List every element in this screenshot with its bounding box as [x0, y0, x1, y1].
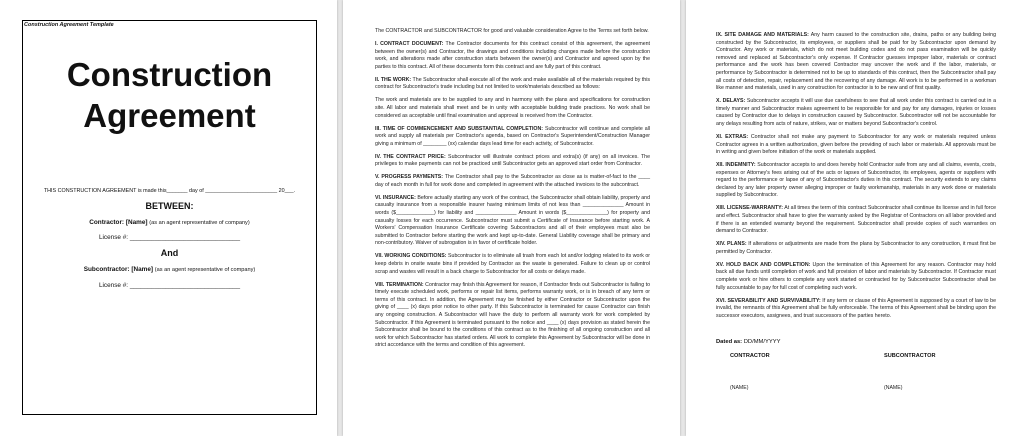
- between-heading: BETWEEN:: [145, 201, 194, 211]
- section-paragraph: [716, 241, 996, 256]
- section-body: At all times the term of this contract Subcontractor shall continue its license and in full force and effect. Subcontractor shall have to give the warranty asked by the Registrar of Contractors on all labor provided and if there is an extended warranty beyond the requirement. Subcontractor shall provide copies of such warranties on demand to Contractor.: [716, 205, 996, 235]
- section-heading: XII. INDEMNITY:: [716, 162, 756, 169]
- section-heading: X. DELAYS:: [716, 98, 746, 105]
- section-heading: III. TIME OF COMMENCEMENT AND SUBSTANTIAL COMPLETION:: [375, 125, 544, 132]
- section-paragraph: [375, 154, 650, 169]
- subcontractor-signature-label: SUBCONTRACTOR: [884, 353, 936, 359]
- subcontractor-label: Subcontractor: [Name]: [83, 266, 154, 273]
- section-body: The Contractor shall pay to the Subcontractor as close as is matter-of-fact to the ____ day of each month in full for work done and completed in agreement with the attached invoices to the subcontract.: [375, 174, 651, 188]
- and-heading: And: [160, 248, 179, 258]
- section-paragraph: [375, 77, 650, 92]
- section-paragraph: [716, 32, 996, 93]
- section-body: Subcontractor is to eliminate all trash from each lot and/or lodging related to its work or keep debris in onsite waste bins if provided by Contractor as the waste is generated. Failure to clean up or control scrap and wastes will result in a back charge to Subcontractor for all costs or delays made.: [375, 253, 650, 275]
- section-paragraph: [375, 126, 650, 149]
- section-heading: IV. THE CONTRACT PRICE:: [375, 153, 446, 160]
- section-heading: XIV. PLANS:: [716, 241, 747, 248]
- dated-value: DD/MM/YYYY: [743, 339, 781, 345]
- section-body: Contractor may finish this Agreement for reason, if Contractor finds out Subcontractor is failing to timely execute scheduled work, performs or repair list items, performs warranty work, or is in breach of any term or terms of this contract. In addition, the Agreement may be finished by either Contractor or Subcontractor upon the giving of ____ (x) days prior notice to other party. If this Subcontractor is terminated for cause Contractor can finish any ongoing construction. A Subcontractor will have the duty to perform all warranty work for work completed by Subcontractor. If this Agreement is terminated pursuant to the notice and ____ (x) days provision as stated herein the Subcontractor shall be bound to the conditions of this contract as to the finishing of all ongoing construction and all work for which Subcontractor has started orders. All work to complete this Agreement by Subcontractor will be done in strict accordance with the terms and condition of this agreement.: [375, 281, 651, 349]
- section-body: Upon the termination of this Agreement for any reason. Contractor may hold back all due funds until completion of work and full provision of labor and materials by Subcontractor. If Contractor must complete work or hire others to complete any work started or contracted for by Subcontractor Subcontractor shall be fully accountable to pay for full cost of completing such work.: [716, 261, 996, 291]
- section-heading: XI. EXTRAS:: [716, 133, 749, 140]
- section-paragraph: [716, 162, 996, 200]
- section-heading: VIII. TERMINATION:: [375, 281, 424, 288]
- section-heading: IX. SITE DAMAGE AND MATERIALS:: [716, 32, 809, 38]
- section-heading: I. CONTRACT DOCUMENT:: [375, 40, 444, 47]
- contractor-signature-label: CONTRACTOR: [730, 353, 770, 359]
- section-heading: II. THE WORK:: [375, 76, 412, 83]
- terms-page-1: [343, 0, 680, 436]
- section-heading: VII. WORKING CONDITIONS:: [375, 253, 447, 260]
- section-body: If alterations or adjustments are made from the plans by Subcontractor to any construction, it must first be permitted by Contractor.: [716, 241, 996, 255]
- cover-page: [0, 0, 337, 436]
- section-paragraph: [375, 97, 650, 120]
- section-heading: XVI. SEVERABILITY AND SURVIVABILITY:: [716, 297, 821, 304]
- section-body: Subcontractor accepts it will use due carefulness to see that all work under this contract is carried out in a timely manner and Subcontractor makes agreement to be responsible for and pay for any damages, injuries or losses caused by Contractor due to delays in construction caused by Subcontractor. Subcontractor will not be accountable for any delays resulting from acts of nature, strikes, war or matters beyond Subcontractor's control.: [716, 98, 997, 127]
- section-heading: VI. INSURANCE:: [375, 194, 416, 201]
- section-heading: XV. HOLD BACK AND COMPLETION:: [716, 261, 811, 268]
- contractor-note: (as an agent representative of company): [149, 220, 250, 226]
- section-body: Before actually starting any work of the contract, the Subcontractor shall obtain liability, property and casualty insurance from a responsible insurer having minimum limits of not less than ______________ Amount in words ($_____________) for liability and ______________ Amount in words ($______________) for property and casualty losses for each occurrence. Subcontractor must submit a Certificate of Insurance before starting work. A Workers' Compensation Insurance Certificate covering Subcontractors and all of their employees must also be submitted to Contractor before starting the work and kept up-to-date. General Liability coverage shall be primary and non-contributory. Waiver of subrogation is in favor of certificate holder.: [375, 194, 650, 247]
- contractor-label: Contractor: [Name]: [89, 219, 148, 226]
- section-heading: XIII. LICENSE-WARRANTY:: [716, 205, 784, 212]
- section-paragraph: [716, 134, 996, 157]
- made-line: THIS CONSTRUCTION AGREEMENT is made this_______ day of ________________________ 20___.: [43, 188, 296, 194]
- dated-label: Dated as:: [716, 339, 743, 345]
- section-body: The Subcontractor shall execute all of the work and make available all of the materials required by this contract for Subcontractor's trade including but not limited to work/materials described as follows:: [375, 76, 650, 91]
- section-paragraph: [716, 262, 996, 292]
- terms-column-2: [716, 32, 996, 326]
- section-body: Any harm caused to the construction site, drains, paths or any building being constructed by the Subcontractor, its employees, or suppliers shall be paid for by Subcontractor upon demand by Contractor. Any work or materials, which do not meet building codes and do not pass examination will be quickly removed and replaced at Subcontractor's only expense. If Contractor guesses improper labor, materials or contract performance and the work has been covered Contractor may uncover the work and if the labor, materials, or performance by Subcontractor is determined not to be up to standards of this contract, then the Subcontractor shall pay all costs of detection, repair, replacement and the recovering of any damage. All work is to be performed in a workman like manner and materials, used in any construction for contractor is to be new and of first quality.: [716, 32, 996, 92]
- section-body: The Contractor documents for this contract consist of this agreement, the agreement between the owner(s) and Contractor, the drawings and conditions including changes made before the construction work, and alterations made after construction starts between the owner(s) and Contractor and agreed upon by the parties to this contract. All of these documents form this contract and are fully part of this contract.: [375, 40, 650, 70]
- section-body: Subcontractor will illustrate contract prices and extra(s) (if any) on all invoices. The privileges to make payments can not be practiced until Subcontractor gets an approved start order from Contractor.: [375, 153, 650, 168]
- section-body: If any term or clause of this Agreement is supposed by a court of law to be invalid, the remnants of this Agreement shall be fully enforceable. The terms of this Agreement shall be binding upon the successor executors, assignees, and trust successors of the parties hereto.: [716, 297, 996, 319]
- dated-line: [716, 339, 780, 345]
- cover-title-line1: Construction: [66, 56, 273, 93]
- section-body: The work and materials are to be supplied to any and in harmony with the plans and specifications for construction site. All labor and materials shall meet and be in unity with acceptable building trade practices. No work shall be considered as acceptable until final examination and approval is received from the Contractor.: [375, 97, 650, 119]
- section-paragraph: [716, 205, 996, 235]
- contractor-line: [22, 219, 317, 226]
- license-line-1: License #: _______________________________: [98, 234, 241, 241]
- section-body: Subcontractor accepts to and does hereby hold Contractor safe from any and all claims, events, costs, expenses or Attorney's fees arising out of the acts or lapses of Subcontractor, its employees, agents or suppliers with regard to the performance or lapse of any of Subcontractor's duties in this contract. The security extends to any claims declared by any later property owner alleging improper or faulty workmanship, materials in any work done or materials supplied by Subcontractor.: [716, 162, 996, 199]
- section-paragraph: [716, 98, 996, 128]
- cover-title-line2: Agreement: [83, 97, 256, 134]
- terms-column-1: [375, 28, 650, 355]
- subcontractor-line: [22, 266, 317, 273]
- contractor-name-placeholder: (NAME): [730, 385, 749, 391]
- section-body: Subcontractor will continue and complete all work and supply all materials per Contractor's agenda, based on Contractor's Superintendent/Construction Manager giving a minimum of ________ (xx) calendar days lead time for each activity, of Subcontractor.: [375, 125, 650, 147]
- subcontractor-name-placeholder: (NAME): [884, 385, 903, 391]
- section-body: Contractor shall not make any payment to Subcontractor for any work or materials required unless Contractor agrees in a written authorization, given before the providing of such labor or materials. All approvals must be in writing and given before initiation of the work or materials supplied.: [716, 133, 996, 156]
- section-paragraph: [375, 174, 650, 189]
- intro-paragraph: The CONTRACTOR and SUBCONTRACTOR for good and valuable consideration Agree to the Terms set forth below.: [375, 28, 649, 34]
- section-paragraph: [375, 282, 650, 350]
- section-heading: V. PROGRESS PAYMENTS:: [375, 174, 444, 181]
- license-line-2: License #: _______________________________: [98, 282, 241, 289]
- section-paragraph: [375, 253, 650, 276]
- section-paragraph: [716, 298, 996, 321]
- section-paragraph: [375, 41, 650, 71]
- template-label: Construction Agreement Template: [24, 22, 114, 28]
- terms-page-2: [686, 0, 1024, 436]
- section-paragraph: [375, 195, 650, 248]
- subcontractor-note: (as an agent representative of company): [154, 267, 256, 273]
